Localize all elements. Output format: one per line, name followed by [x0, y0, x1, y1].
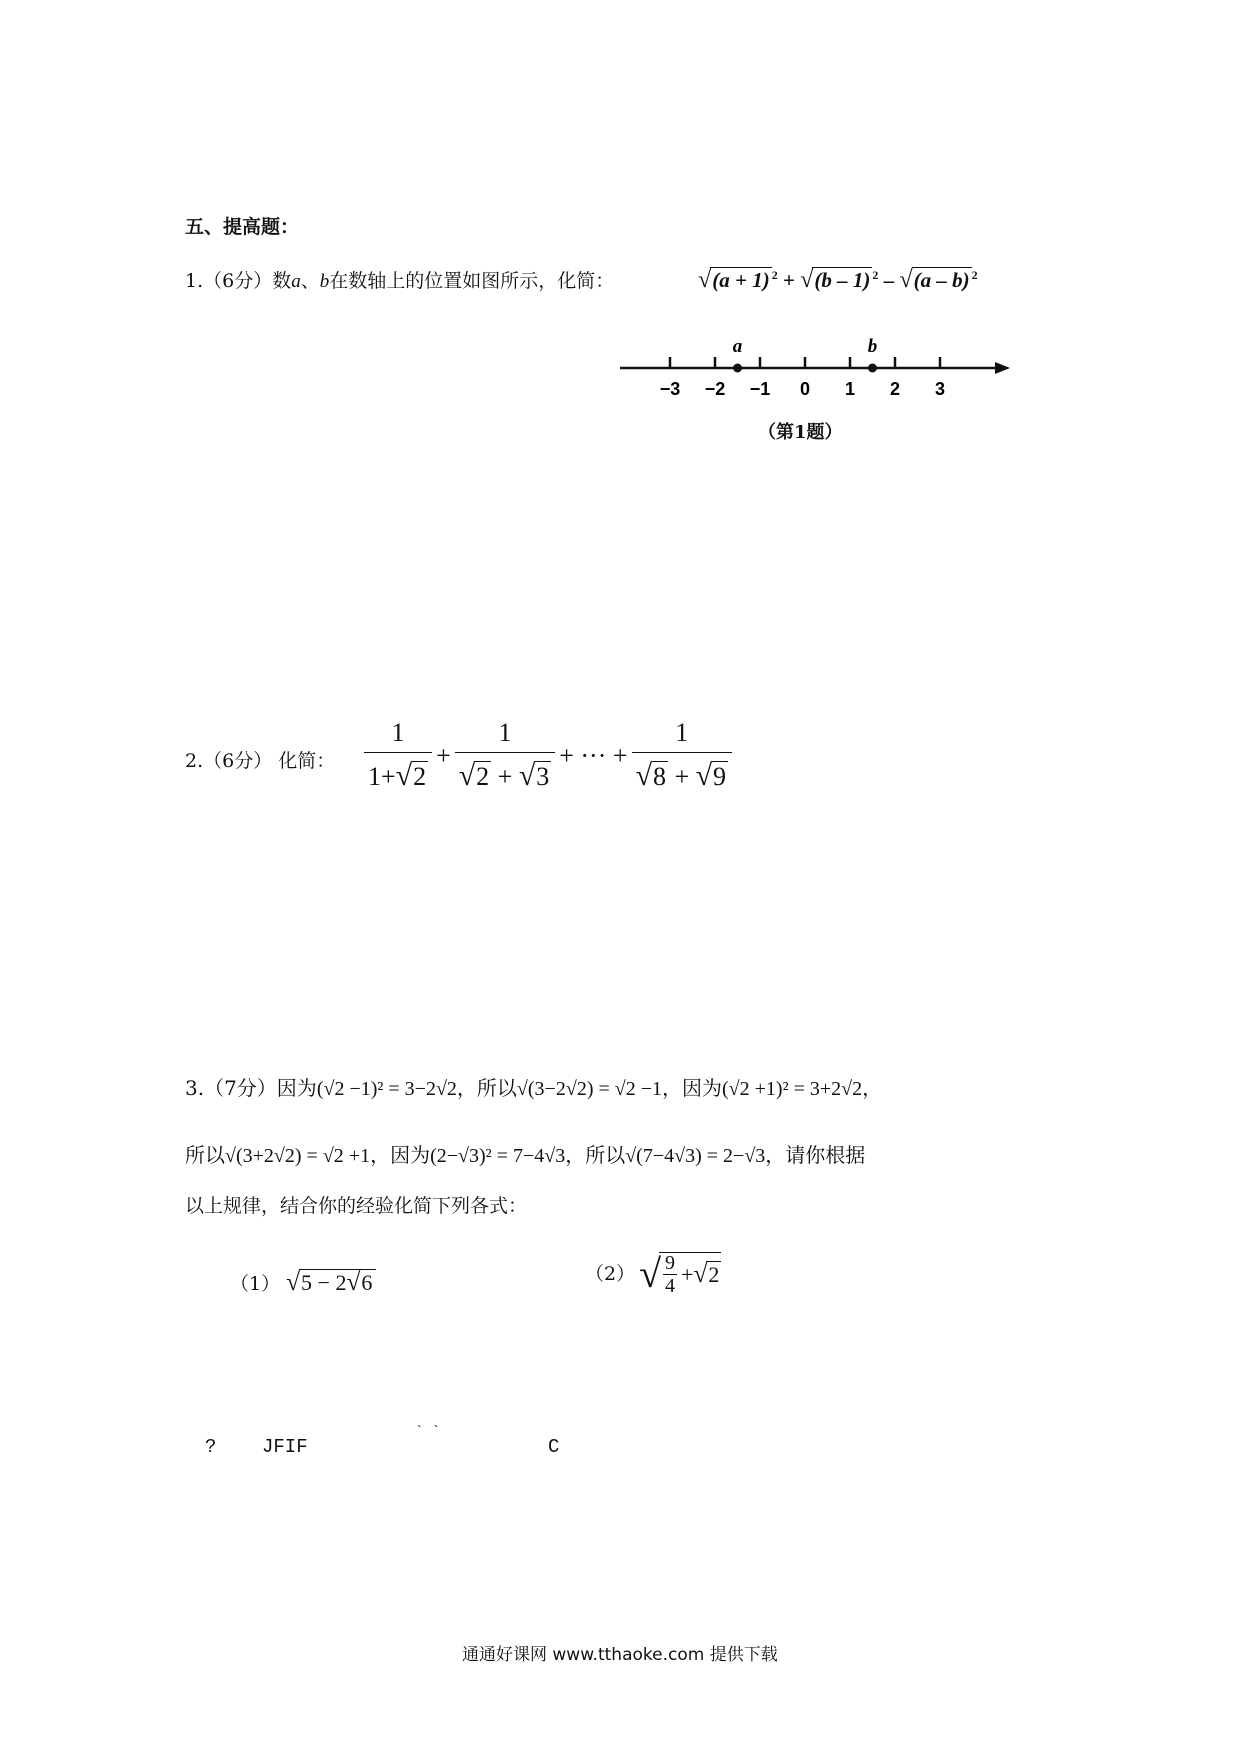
q1-var-a: a — [291, 271, 301, 292]
q1-prefix: 1.（6分）数 — [185, 270, 292, 292]
q3-sub2-label: （2） — [585, 1262, 636, 1285]
q1-op-minus: – — [883, 268, 895, 292]
q3-line-3: 以上规律，结合你的经验化简下列各式： — [185, 1195, 528, 1217]
q2-fraction-3: $\frac{1}{√8 + √9}$ — [632, 718, 732, 793]
number-line-point-label-b: b — [867, 336, 878, 357]
q1-radical-1: √(a + 1) $^2$ — [698, 266, 778, 293]
q3-line-1: 3.（7分）因为(√2 −1)² = 3−2√2，所以√(3−2√2) = √2 −1，因为(√2 +1)² = 3+2√2， — [185, 1076, 883, 1100]
q1-text: 在数轴上的位置如图所示，化简： — [329, 270, 615, 292]
q3-sub2 — [585, 1252, 721, 1296]
number-line-tick-label: 1 — [844, 379, 856, 399]
q2-fraction-1: $\frac{1}{1+√2}$ — [364, 718, 432, 793]
q1-statement — [185, 272, 614, 291]
page-footer: 通通好课网 www.tthaoke.com 提供下载 — [462, 1645, 778, 1665]
q1-sep: 、 — [300, 270, 320, 292]
garble-jfif: JFIF — [262, 1436, 308, 1458]
number-line-tick-label: 0 — [799, 379, 811, 399]
section-title: 五、提高题： — [185, 216, 300, 238]
number-line-arrow — [995, 362, 1010, 374]
number-line-tick-label: 3 — [934, 379, 946, 399]
garble-ticks: ` ` — [415, 1424, 441, 1440]
q1-radical-3: √(a – b) $^2$ — [899, 266, 978, 293]
q1-op-plus: + — [782, 268, 795, 292]
number-line-point-a — [733, 364, 742, 373]
garble-c: C — [548, 1436, 560, 1458]
q3-sub1-label: （1） — [230, 1273, 281, 1295]
q1-var-b: b — [319, 271, 330, 292]
q1-caption: （第1题） — [758, 422, 843, 443]
q3-sub2-radical-sign: √ — [639, 1251, 662, 1296]
q2-ellipsis: + ··· + — [559, 740, 628, 770]
number-line-tick-label: −3 — [659, 379, 681, 399]
number-line-tick-label: −2 — [704, 379, 726, 399]
q2-prefix: 2.（6分） 化简： — [185, 750, 336, 772]
number-line-tick-label: −1 — [749, 379, 771, 399]
number-line-point-b — [868, 364, 877, 373]
number-line-tick-label: 2 — [889, 379, 901, 399]
q1-expression — [698, 268, 978, 292]
q2-plus: + — [436, 740, 451, 770]
q2-expression — [360, 718, 736, 793]
garble-question-mark: ? — [205, 1436, 217, 1458]
q3-sub1 — [230, 1270, 376, 1295]
q1-radical-2: √(b – 1) $^2$ — [800, 266, 879, 293]
q3-sub2-radicand: $\frac{9}{4}$ + √2 — [659, 1252, 721, 1296]
number-line-point-label-a: a — [732, 336, 743, 357]
q2-fraction-2: $\frac{1}{√2 + √3}$ — [455, 718, 555, 793]
q3-line-2: 所以√(3+2√2) = √2 +1，因为(2−√3)² = 7−4√3，所以√(7−4√3) = 2−√3，请你根据 — [185, 1143, 866, 1167]
q3-sub1-radical: √5 − 2√6 — [286, 1270, 376, 1295]
